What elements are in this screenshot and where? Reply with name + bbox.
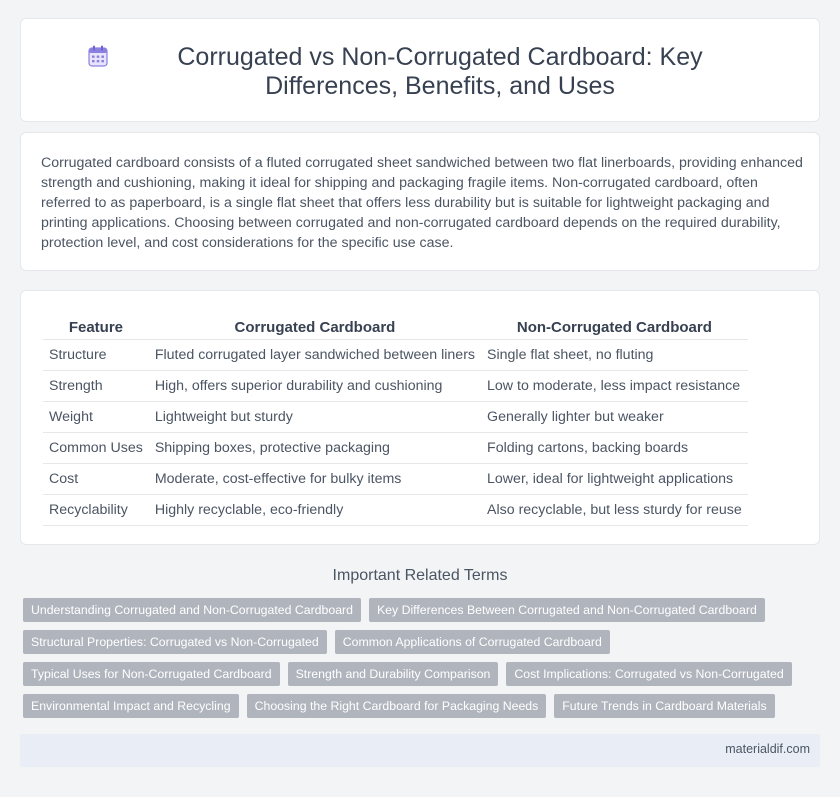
table-row [43,371,748,402]
corrugated-cell: Moderate, cost-effective for bulky items [149,464,481,495]
non-corrugated-cell: Generally lighter but weaker [481,402,748,433]
related-term-tag[interactable]: Structural Properties: Corrugated vs Non-Corrugated [23,630,327,654]
table-row [43,340,748,371]
related-term-tag[interactable]: Cost Implications: Corrugated vs Non-Corrugated [506,662,791,686]
page-title: Corrugated vs Non-Corrugated Cardboard: Key Differences, Benefits, and Uses [177,43,703,100]
comparison-card [20,290,820,545]
non-corrugated-cell: Single flat sheet, no fluting [481,340,748,371]
related-term-tag[interactable]: Typical Uses for Non-Corrugated Cardboard [23,662,280,686]
table-row [43,402,748,433]
feature-cell: Strength [43,371,149,402]
non-corrugated-cell: Lower, ideal for lightweight applications [481,464,748,495]
header-non-corrugated: Non-Corrugated Cardboard [481,315,748,340]
feature-cell: Cost [43,464,149,495]
intro-paragraph: Corrugated cardboard consists of a fluted corrugated sheet sandwiched between two flat linerboards, providing enhanced strength and cushioning, making it ideal for shipping and packaging fragile items. Non-corrugated cardboard, often referred to as paperboard, is a single flat sheet that offers less durability but is suitable for lightweight packaging and printing applications. Choosing between corrugated and non-corrugated cardboard depends on the required durability, protection level, and cost considerations for the specific use case. [41,155,803,251]
related-term-tag[interactable]: Common Applications of Corrugated Cardboard [335,630,610,654]
table-row [43,433,748,464]
corrugated-cell: Shipping boxes, protective packaging [149,433,481,464]
table-row [43,495,748,526]
corrugated-cell: Highly recyclable, eco-friendly [149,495,481,526]
related-term-tag[interactable]: Strength and Durability Comparison [288,662,499,686]
related-term-tag[interactable]: Environmental Impact and Recycling [23,694,239,718]
feature-cell: Common Uses [43,433,149,464]
related-term-tag[interactable]: Key Differences Between Corrugated and Non-Corrugated Cardboard [369,598,765,622]
intro-card [20,132,820,271]
header-card [20,18,820,122]
corrugated-cell: Fluted corrugated layer sandwiched between liners [149,340,481,371]
related-term-tag[interactable]: Future Trends in Cardboard Materials [554,694,774,718]
header-feature: Feature [43,315,149,340]
table-header-row [43,315,748,340]
feature-cell: Recyclability [43,495,149,526]
related-terms-list [23,598,803,718]
corrugated-cell: Lightweight but sturdy [149,402,481,433]
non-corrugated-cell: Folding cartons, backing boards [481,433,748,464]
corrugated-cell: High, offers superior durability and cushioning [149,371,481,402]
related-terms-heading: Important Related Terms [332,567,508,584]
footer-site-link[interactable]: materialdif.com [725,742,810,756]
non-corrugated-cell: Low to moderate, less impact resistance [481,371,748,402]
table-row [43,464,748,495]
feature-cell: Structure [43,340,149,371]
feature-cell: Weight [43,402,149,433]
related-term-tag[interactable]: Choosing the Right Cardboard for Packaging Needs [247,694,547,718]
non-corrugated-cell: Also recyclable, but less sturdy for reuse [481,495,748,526]
comparison-table [43,315,748,526]
footer-bar [20,734,820,767]
related-term-tag[interactable]: Understanding Corrugated and Non-Corrugated Cardboard [23,598,361,622]
header-corrugated: Corrugated Cardboard [149,315,481,340]
